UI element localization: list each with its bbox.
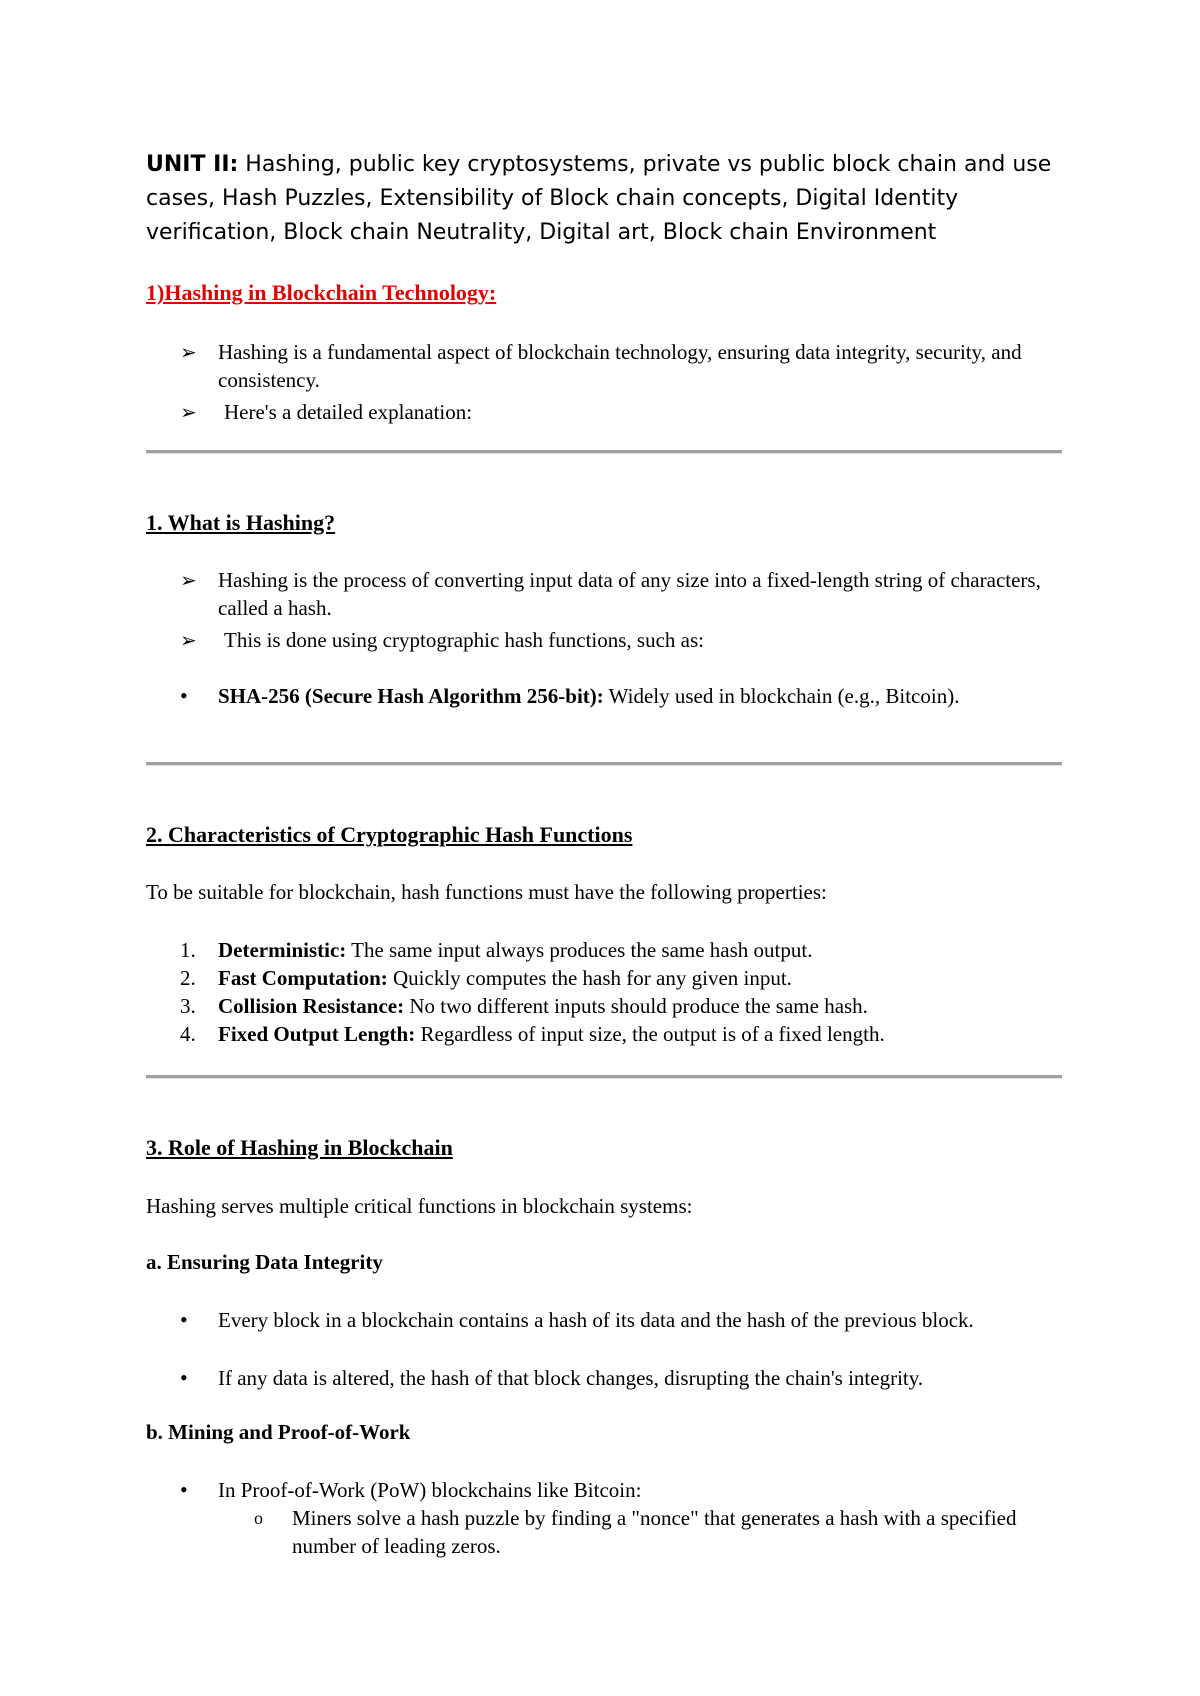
item-term: Fast Computation: — [218, 966, 388, 990]
sub-list-item — [254, 1504, 1054, 1560]
item-number: 1. — [180, 938, 196, 962]
item-number: 2. — [180, 966, 196, 990]
list-item-text: This is done using cryptographic hash functions, such as: — [224, 628, 705, 652]
list-item-text — [218, 682, 1060, 710]
numbered-item — [180, 992, 1060, 1020]
item-term: Fixed Output Length: — [218, 1022, 416, 1046]
item-number: 4. — [180, 1022, 196, 1046]
list-item — [180, 1476, 1060, 1504]
paragraph: Hashing serves multiple critical functions in blockchain systems: — [146, 1194, 693, 1218]
algorithm-description: Widely used in blockchain (e.g., Bitcoin). — [603, 684, 960, 708]
sub-list-item-text: Miners solve a hash puzzle by finding a "nonce" that generates a hash with a specified number of leading zeros. — [292, 1506, 1017, 1558]
arrow-bullet-icon: ➢ — [180, 340, 197, 364]
list-item — [180, 338, 1060, 394]
dot-bullet-icon: • — [180, 1307, 188, 1332]
algorithm-name: SHA-256 (Secure Hash Algorithm 256-bit): — [218, 684, 604, 708]
list-item — [180, 682, 1060, 710]
list-item — [180, 566, 1060, 622]
item-term: Collision Resistance: — [218, 994, 405, 1018]
list-item-text: If any data is altered, the hash of that block changes, disrupting the chain's integrity. — [218, 1366, 924, 1390]
unit-header — [146, 148, 1066, 250]
list-item-text: In Proof-of-Work (PoW) blockchains like Bitcoin: — [218, 1478, 642, 1502]
item-number: 3. — [180, 994, 196, 1018]
dot-bullet-icon: • — [180, 683, 188, 708]
dot-bullet-icon: • — [180, 1365, 188, 1390]
subheading-mining-pow: b. Mining and Proof-of-Work — [146, 1420, 411, 1444]
horizontal-divider — [146, 762, 1062, 766]
section-heading-role-of-hashing: 3. Role of Hashing in Blockchain — [146, 1135, 453, 1160]
item-definition: Regardless of input size, the output is of a fixed length. — [415, 1022, 885, 1046]
item-definition: The same input always produces the same hash output. — [346, 938, 813, 962]
item-definition: No two different inputs should produce the same hash. — [404, 994, 868, 1018]
list-item — [180, 1364, 1060, 1392]
numbered-item — [180, 936, 1060, 964]
list-item — [180, 626, 1060, 654]
list-item-text: Every block in a blockchain contains a hash of its data and the hash of the previous block. — [218, 1308, 974, 1332]
arrow-bullet-icon: ➢ — [180, 628, 197, 652]
horizontal-divider — [146, 1075, 1062, 1079]
list-item — [180, 1306, 1060, 1334]
section-heading-hashing-in-blockchain: 1)Hashing in Blockchain Technology: — [146, 280, 497, 305]
horizontal-divider — [146, 450, 1062, 454]
section-heading-characteristics: 2. Characteristics of Cryptographic Hash Functions — [146, 822, 633, 847]
list-item-text: Hashing is the process of converting input data of any size into a fixed-length string of characters, called a hash. — [218, 568, 1041, 620]
item-definition: Quickly computes the hash for any given input. — [387, 966, 792, 990]
section-heading-what-is-hashing: 1. What is Hashing? — [146, 510, 336, 535]
subheading-data-integrity: a. Ensuring Data Integrity — [146, 1250, 383, 1274]
paragraph: To be suitable for blockchain, hash functions must have the following properties: — [146, 880, 827, 904]
dot-bullet-icon: • — [180, 1477, 188, 1502]
arrow-bullet-icon: ➢ — [180, 400, 197, 424]
arrow-bullet-icon: ➢ — [180, 568, 197, 592]
item-term: Deterministic: — [218, 938, 347, 962]
numbered-item — [180, 1020, 1060, 1048]
list-item — [180, 398, 1060, 426]
numbered-item — [180, 964, 1060, 992]
unit-topics: Hashing, public key cryptosystems, private vs public block chain and use cases, Hash Puzzles, Extensibility of Block chain concepts, Digital Identity verification, Block chain Neutrality, Digital art, Block chain Environment — [146, 152, 1052, 245]
unit-label: UNIT II: — [146, 152, 239, 177]
list-item-text: Here's a detailed explanation: — [224, 400, 473, 424]
circle-bullet-icon: o — [254, 1508, 263, 1528]
list-item-text: Hashing is a fundamental aspect of blockchain technology, ensuring data integrity, security, and consistency. — [218, 340, 1022, 392]
